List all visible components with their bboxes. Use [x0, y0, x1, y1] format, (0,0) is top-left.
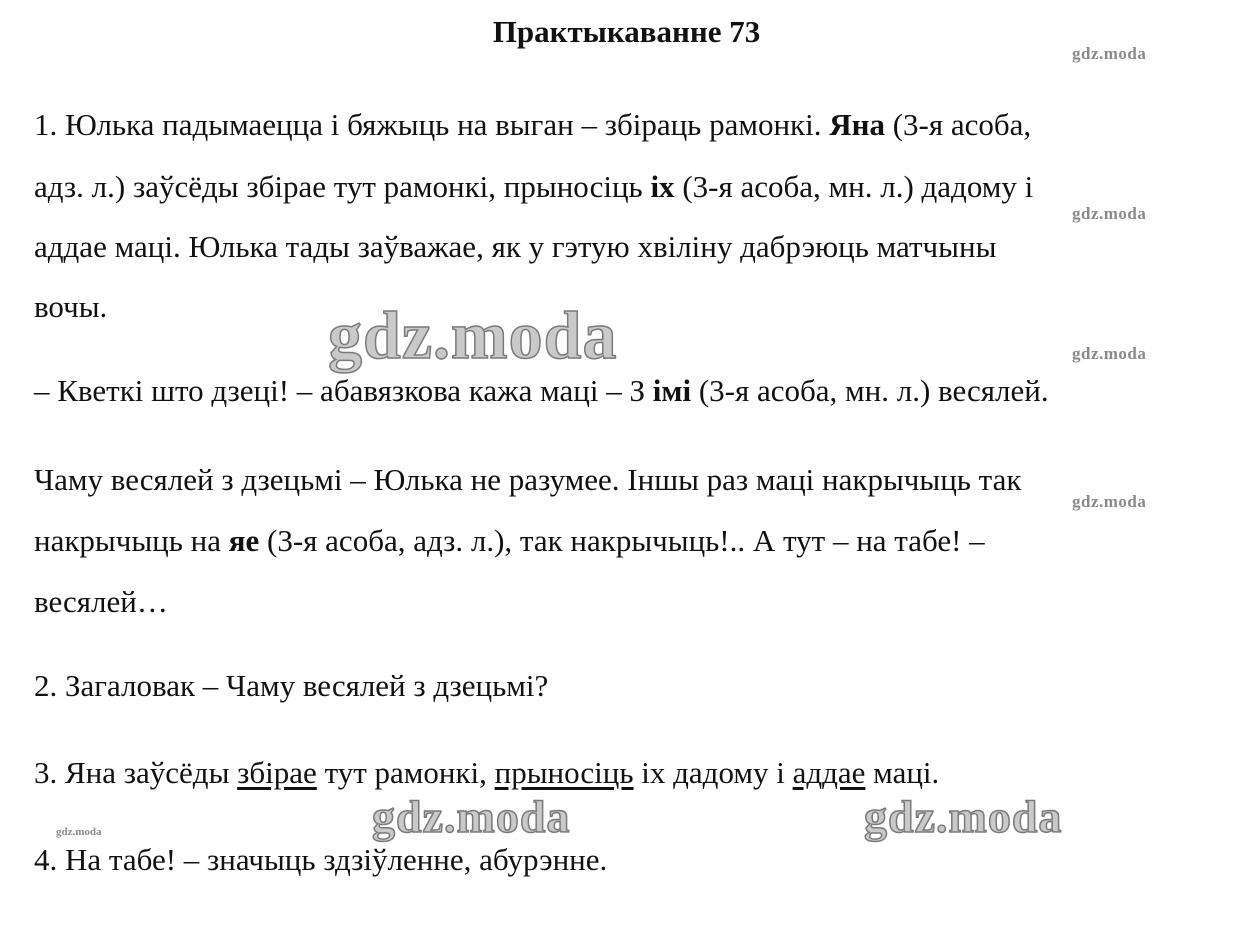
text-fragment: іх дадому і	[633, 755, 793, 790]
paragraph-3-line-3: весялей…	[34, 584, 168, 619]
text-fragment: 1. Юлька падымаецца і бяжыць на выган – збіраць рамонкі.	[34, 107, 830, 142]
paragraph-1-line-4: вочы.	[34, 289, 108, 324]
text-fragment: – Кветкі што дзеці! – абавязкова кажа маці – З	[34, 373, 653, 408]
underlined-verb: збірае	[237, 755, 317, 790]
answer-4: 4. На табе! – значыць здзіўленне, абурэнне.	[34, 842, 608, 877]
answer-2: 2. Загаловак – Чаму весялей з дзецьмі?	[34, 668, 549, 703]
text-fragment: накрычыць на	[34, 523, 229, 558]
text-fragment: (3-я асоба, адз. л.), так накрычыць!.. А тут – на табе! –	[259, 523, 985, 558]
paragraph-3-line-2	[34, 523, 985, 559]
paragraph-1-line-2	[34, 169, 1033, 205]
watermark-small: gdz.moda	[1072, 44, 1147, 63]
watermark-large: gdz.moda	[328, 297, 618, 373]
bold-pronoun: іх	[650, 169, 675, 204]
paragraph-3-line-1: Чаму весялей з дзецьмі – Юлька не разумее. Іншы раз маці накрычыць так	[34, 462, 1022, 497]
text-fragment: (3-я асоба, мн. л.) дадому і	[674, 169, 1034, 204]
text-fragment: маці.	[865, 755, 940, 790]
underlined-verb: прыносіць	[494, 755, 634, 790]
bold-pronoun: імі	[652, 373, 692, 408]
watermark-small: gdz.moda	[1072, 204, 1147, 223]
text-fragment: адз. л.) заўсёды збірае тут рамонкі, прыносіць	[34, 169, 651, 204]
watermark-tiny: gdz.moda	[56, 826, 102, 838]
text-fragment: (3-я асоба,	[884, 107, 1032, 142]
watermark-large: gdz.moda	[864, 791, 1063, 842]
watermark-large: gdz.moda	[372, 791, 571, 842]
paragraph-1-line-1	[34, 107, 1031, 143]
text-fragment: (3-я асоба, мн. л.) весялей.	[691, 373, 1049, 408]
text-fragment: тут рамонкі,	[316, 755, 495, 790]
text-fragment: 3. Яна заўсёды	[34, 755, 238, 790]
bold-pronoun: яе	[228, 523, 260, 558]
page-title: Практыкаванне 73	[492, 14, 761, 49]
bold-pronoun: Яна	[829, 107, 885, 142]
paragraph-2	[34, 373, 1049, 409]
paragraph-1-line-3: аддае маці. Юлька тады заўважае, як у гэтую хвіліну дабрэюць матчыны	[34, 229, 997, 264]
underlined-verb: аддае	[792, 755, 866, 790]
answer-3	[34, 755, 939, 791]
watermark-small: gdz.moda	[1072, 492, 1147, 511]
watermark-small: gdz.moda	[1072, 344, 1147, 363]
